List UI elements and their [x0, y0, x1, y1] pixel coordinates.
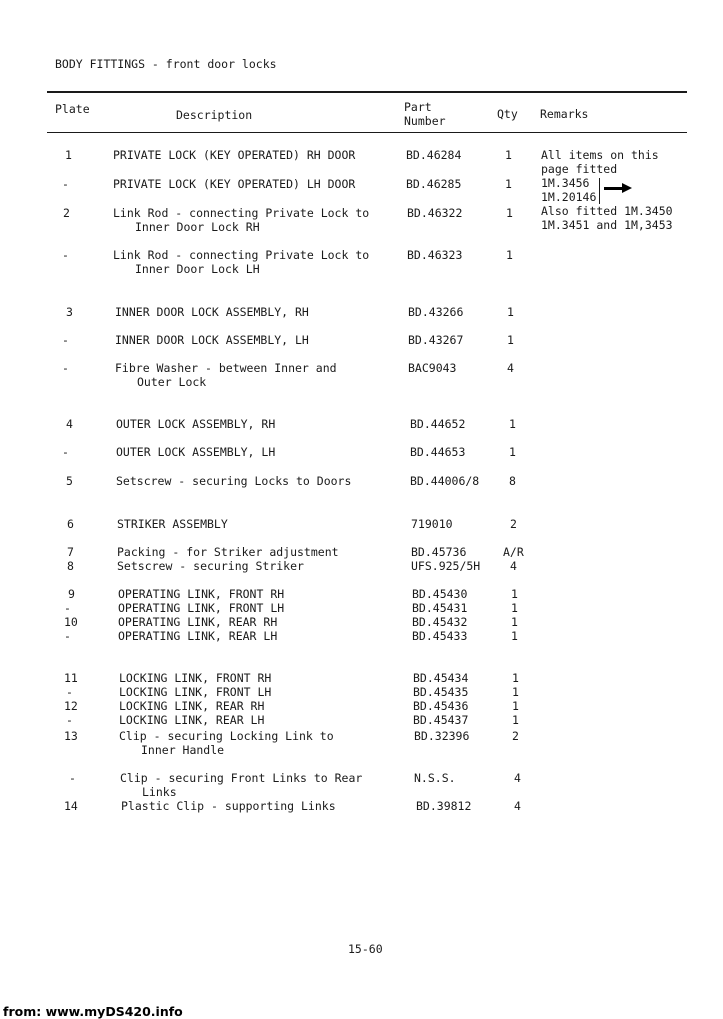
row-qty: 1	[507, 333, 514, 347]
header-plate: Plate	[55, 102, 90, 116]
row-plate: 7	[67, 545, 74, 559]
row-qty: 2	[510, 517, 517, 531]
row-part-number: BAC9043	[408, 361, 457, 375]
remarks-line-5: Also fitted 1M.3450	[541, 204, 673, 218]
row-part-number: BD.44006/8	[410, 474, 480, 488]
row-plate: 3	[66, 305, 73, 319]
row-description: OPERATING LINK, REAR RH	[118, 615, 278, 629]
row-description-continued: Inner Door Lock LH	[135, 262, 260, 276]
row-qty: 4	[514, 799, 521, 813]
row-part-number: BD.46284	[406, 148, 462, 162]
row-qty: 1	[505, 177, 512, 191]
row-part-number: BD.45434	[413, 671, 469, 685]
row-description-continued: Outer Lock	[137, 375, 207, 389]
row-qty: A/R	[503, 545, 524, 559]
row-description-continued: Links	[142, 785, 177, 799]
row-plate: 14	[64, 799, 78, 813]
row-qty: 1	[512, 713, 519, 727]
row-plate: 2	[63, 206, 70, 220]
row-description: STRIKER ASSEMBLY	[117, 517, 228, 531]
row-qty: 2	[512, 729, 519, 743]
row-part-number: BD.39812	[416, 799, 472, 813]
row-plate: -	[64, 629, 71, 643]
row-part-number: BD.46285	[406, 177, 462, 191]
row-plate: 8	[67, 559, 74, 573]
remarks-line-4: 1M.20146	[541, 190, 597, 204]
row-description: Setscrew - securing Locks to Doors	[116, 474, 352, 488]
row-qty: 1	[506, 206, 513, 220]
row-description: OPERATING LINK, FRONT LH	[118, 601, 285, 615]
page-title: BODY FITTINGS - front door locks	[55, 57, 277, 71]
row-plate: 1	[65, 148, 72, 162]
row-plate: -	[62, 333, 69, 347]
row-plate: 13	[64, 729, 78, 743]
row-plate: 9	[68, 587, 75, 601]
row-plate: -	[62, 361, 69, 375]
remarks-line-1: All items on this	[541, 148, 659, 162]
remarks-bracket	[599, 178, 600, 204]
row-plate: 5	[66, 474, 73, 488]
row-part-number: BD.45432	[412, 615, 468, 629]
row-description: OUTER LOCK ASSEMBLY, LH	[116, 445, 276, 459]
row-part-number: BD.46322	[407, 206, 463, 220]
row-plate: 4	[66, 417, 73, 431]
row-qty: 1	[511, 615, 518, 629]
row-plate: -	[64, 601, 71, 615]
row-plate: -	[66, 685, 73, 699]
row-qty: 1	[509, 445, 516, 459]
row-description-continued: Inner Handle	[141, 743, 225, 757]
row-description: OPERATING LINK, REAR LH	[118, 629, 278, 643]
row-qty: 8	[509, 474, 516, 488]
row-part-number: BD.45433	[412, 629, 468, 643]
row-description: PRIVATE LOCK (KEY OPERATED) LH DOOR	[113, 177, 356, 191]
row-description: PRIVATE LOCK (KEY OPERATED) RH DOOR	[113, 148, 356, 162]
row-qty: 1	[507, 305, 514, 319]
row-part-number: BD.44652	[410, 417, 466, 431]
row-part-number: UFS.925/5H	[411, 559, 481, 573]
row-description: LOCKING LINK, REAR LH	[119, 713, 265, 727]
row-description: LOCKING LINK, REAR RH	[119, 699, 265, 713]
row-description-continued: Inner Door Lock RH	[135, 220, 260, 234]
row-qty: 1	[511, 587, 518, 601]
row-plate: 6	[67, 517, 74, 531]
row-description: Fibre Washer - between Inner and	[115, 361, 337, 375]
header-description: Description	[176, 108, 253, 122]
row-plate: 12	[64, 699, 78, 713]
row-description: OPERATING LINK, FRONT RH	[118, 587, 285, 601]
row-plate: 11	[64, 671, 78, 685]
row-description: Packing - for Striker adjustment	[117, 545, 339, 559]
row-qty: 1	[512, 685, 519, 699]
row-description: OUTER LOCK ASSEMBLY, RH	[116, 417, 276, 431]
row-qty: 1	[506, 248, 513, 262]
row-part-number: BD.43267	[408, 333, 464, 347]
row-part-number: BD.45436	[413, 699, 469, 713]
row-plate: 10	[64, 615, 78, 629]
row-plate: -	[69, 771, 76, 785]
row-part-number: BD.44653	[410, 445, 466, 459]
row-plate: -	[62, 445, 69, 459]
row-qty: 1	[512, 699, 519, 713]
remarks-line-2: page fitted	[541, 162, 618, 176]
header-bottom-rule	[47, 132, 687, 133]
header-top-rule	[47, 91, 687, 93]
row-description: INNER DOOR LOCK ASSEMBLY, RH	[115, 305, 309, 319]
row-part-number: 719010	[411, 517, 453, 531]
row-plate: -	[66, 713, 73, 727]
row-part-number: BD.43266	[408, 305, 464, 319]
row-description: Clip - securing Front Links to Rear	[120, 771, 363, 785]
page-number: 15-60	[348, 942, 383, 956]
row-part-number: BD.45430	[412, 587, 468, 601]
row-description: Link Rod - connecting Private Lock to	[113, 248, 370, 262]
row-qty: 1	[512, 671, 519, 685]
row-description: LOCKING LINK, FRONT RH	[119, 671, 272, 685]
header-part-number-line-1: Part	[404, 100, 432, 114]
row-description: Link Rod - connecting Private Lock to	[113, 206, 370, 220]
row-qty: 4	[510, 559, 517, 573]
header-remarks: Remarks	[540, 107, 589, 121]
row-part-number: BD.46323	[407, 248, 463, 262]
row-part-number: BD.45736	[411, 545, 467, 559]
row-part-number: BD.32396	[414, 729, 470, 743]
row-qty: 1	[511, 601, 518, 615]
row-plate: -	[62, 248, 69, 262]
row-part-number: BD.45437	[413, 713, 469, 727]
row-description: Clip - securing Locking Link to	[119, 729, 334, 743]
row-description: INNER DOOR LOCK ASSEMBLY, LH	[115, 333, 309, 347]
row-description: LOCKING LINK, FRONT LH	[119, 685, 272, 699]
remarks-line-6: 1M.3451 and 1M,3453	[541, 218, 673, 232]
row-plate: -	[62, 177, 69, 191]
row-qty: 1	[509, 417, 516, 431]
header-part-number-line-2: Number	[404, 114, 446, 128]
row-part-number: N.S.S.	[414, 771, 456, 785]
remarks-line-3: 1M.3456	[541, 176, 590, 190]
row-description: Setscrew - securing Striker	[117, 559, 304, 573]
row-part-number: BD.45431	[412, 601, 468, 615]
row-description: Plastic Clip - supporting Links	[121, 799, 336, 813]
source-footer: from: www.myDS420.info	[3, 1004, 183, 1019]
row-qty: 4	[514, 771, 521, 785]
row-part-number: BD.45435	[413, 685, 469, 699]
row-qty: 4	[507, 361, 514, 375]
row-qty: 1	[511, 629, 518, 643]
row-qty: 1	[505, 148, 512, 162]
header-qty: Qty	[497, 107, 518, 121]
